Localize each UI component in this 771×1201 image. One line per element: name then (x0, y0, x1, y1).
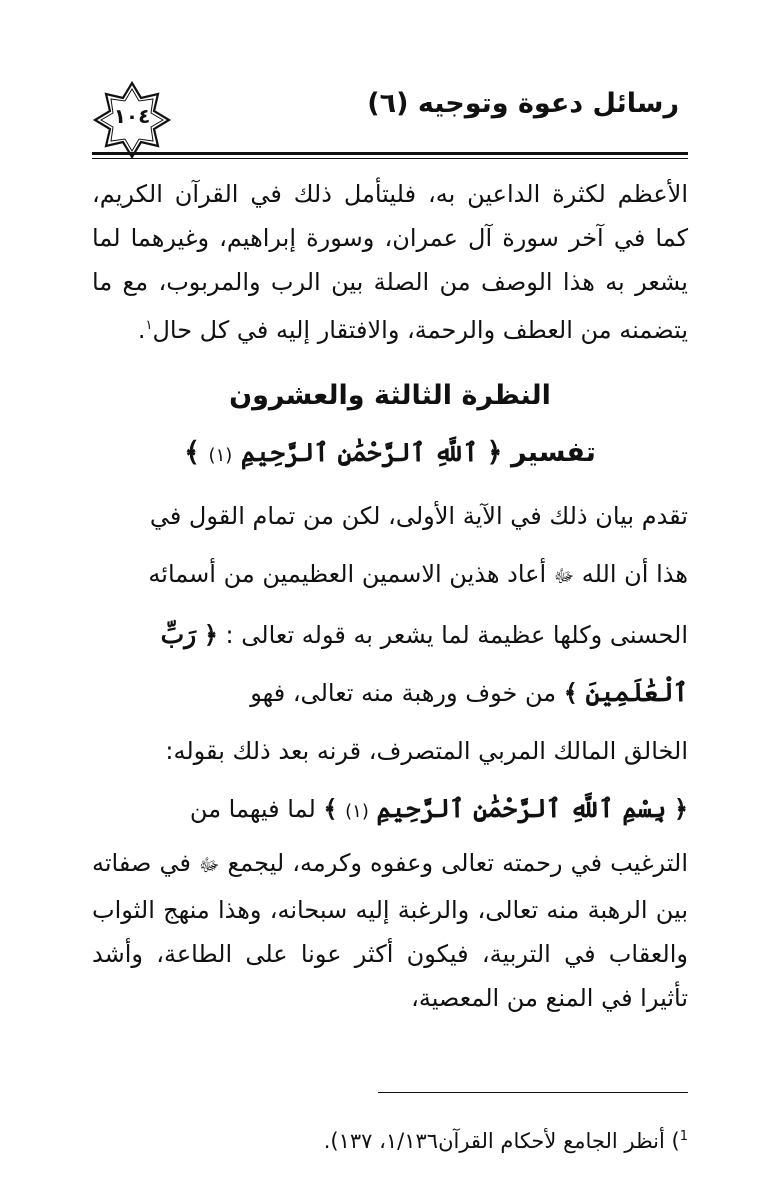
paragraph-text: الأعظم لكثرة الداعين به، فليتأمل ذلك في القرآن الكريم، كما في آخر سورة آل عمران، وسورة إبراهيم، وغيرهما لما يشعر به هذا الوصف من الصلة بين الرب والمربوب، مع ما يتضمنه من العطف والرحمة، والافتقار إليه في كل حال (92, 180, 688, 344)
ornate-bracket-close: ﴾ (563, 679, 578, 707)
text-fragment: الحسنى وكلها عظيمة لما يشعر به قوله تعالى : (225, 621, 688, 649)
page-number: ١٠٤ (113, 104, 151, 128)
ornate-bracket-close: ﴾ (323, 795, 338, 823)
page-body (92, 172, 688, 1020)
paragraph-continuation (92, 172, 688, 352)
quran-quote-end: ٱلْعَٰلَمِينَ (585, 678, 688, 707)
text-fragment: لما فيهما من (189, 795, 316, 823)
footnote-number: 1 (679, 1129, 688, 1144)
text-fragment: الترغيب في رحمته تعالى وعفوه وكرمه، ليجمع (227, 849, 688, 877)
honorific-glyph: ﷻ (553, 566, 575, 587)
footnote (92, 1122, 688, 1156)
paragraph-conclusion (92, 841, 688, 1020)
page-number-badge (92, 80, 172, 160)
text-line (92, 606, 688, 664)
book-title: رسائل دعوة وتوجيه (٦) (367, 88, 679, 119)
text-line: تقدم بيان ذلك في الآية الأولى، لكن من تمام القول في (149, 502, 688, 530)
ornate-bracket-open: ﴿ (673, 795, 688, 823)
ornate-bracket-close: ﴾ (184, 437, 200, 468)
text-line (92, 780, 688, 841)
text-line: الخالق المالك المربي المتصرف، قرنه بعد ذلك بقوله: (165, 737, 688, 765)
ayah-number-marker: (١) (208, 445, 233, 466)
quran-quote-basmala: بِسْمِ ٱللَّهِ ٱلرَّحْمَٰنِ ٱلرَّحِيمِ (376, 794, 667, 823)
ornate-bracket-open: ﴿ (486, 437, 503, 468)
honorific-glyph: ﷻ (199, 855, 220, 876)
section-subheading (92, 426, 688, 483)
header-rule-thick (92, 152, 688, 155)
text-fragment: أعاد هذين الاسمين العظيمين من أسمائه (148, 560, 547, 588)
ayah-number-marker: (١) (345, 801, 369, 822)
ornate-bracket-open: ﴿ (203, 621, 218, 649)
paragraph-tafsir (92, 487, 688, 841)
text-fragment: هذا أن الله (581, 560, 688, 588)
quran-verse: ٱللَّهِ ٱلرَّحْمَٰنِ ٱلرَّحِيمِ (240, 438, 478, 467)
text-line (92, 664, 688, 722)
text-fragment: من خوف ورهبة منه تعالى، فهو (250, 679, 557, 707)
header-rule-thin (92, 158, 688, 159)
footnote-separator (378, 1092, 688, 1093)
text-fragment: في صفاته بين الرهبة منه تعالى، والرغبة إليه سبحانه، وهذا منهج الثواب والعقاب في التربية، فيكون أكثر عونا على الطاعة، وأشد تأثيرا في المنع من المعصية، (92, 849, 688, 1012)
paragraph-end: . (137, 316, 146, 344)
footnote-text: ) أنظر الجامع لأحكام القرآن١/١٣٦، ١٣٧). (323, 1129, 680, 1153)
text-line (92, 545, 688, 606)
quran-quote-start: رَبِّ (160, 620, 197, 649)
footnote-marker: ١ (145, 318, 153, 333)
section-heading: النظرة الثالثة والعشرون (229, 380, 551, 411)
page-header (0, 0, 771, 160)
subheading-label: تفسير (511, 437, 596, 468)
